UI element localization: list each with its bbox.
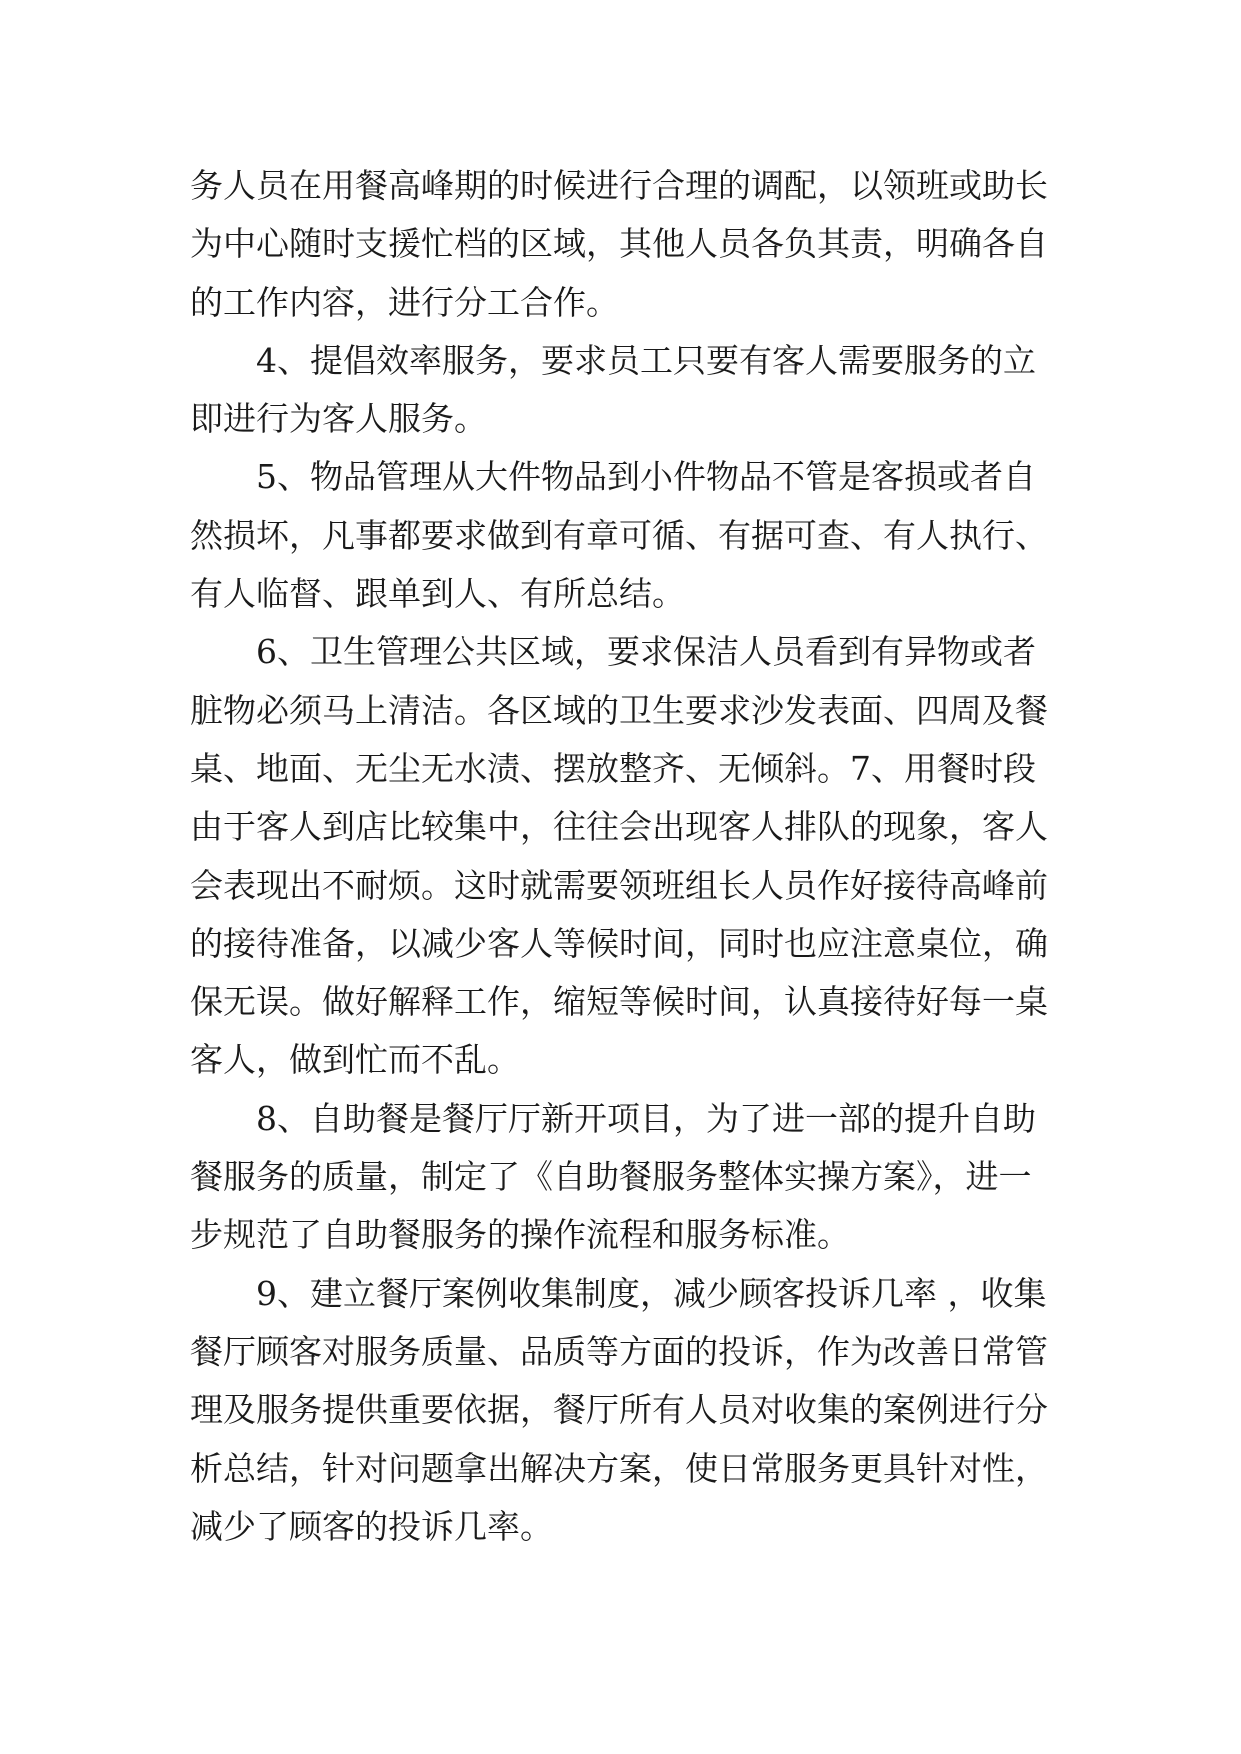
text-line: 餐厅顾客对服务质量、品质等方面的投诉，作为改善日常管 <box>190 1331 1048 1371</box>
paragraph-5-start: 5、物品管理从大件物品到小件物品不管是客损或者自 <box>256 457 1036 497</box>
text-line: 的工作内容，进行分工合作。 <box>190 282 619 322</box>
text-line: 餐服务的质量，制定了《自助餐服务整体实操方案》，进一 <box>190 1157 1032 1197</box>
text-line: 析总结，针对问题拿出解决方案，使日常服务更具针对性， <box>190 1448 1048 1488</box>
paragraph-8-start: 8、自助餐是餐厅厅新开项目，为了进一部的提升自助 <box>256 1098 1036 1138</box>
text-line: 然损坏，凡事都要求做到有章可循、有据可查、有人执行、 <box>190 515 1048 555</box>
text-line: 客人，做到忙而不乱。 <box>190 1040 520 1080</box>
text-line: 保无误。做好解释工作，缩短等候时间，认真接待好每一桌 <box>190 982 1048 1022</box>
text-line: 脏物必须马上清洁。各区域的卫生要求沙发表面、四周及餐 <box>190 690 1048 730</box>
paragraph-4-start: 4、提倡效率服务，要求员工只要有客人需要服务的立 <box>256 340 1036 380</box>
paragraph-6-start: 6、卫生管理公共区域，要求保洁人员看到有异物或者 <box>256 632 1036 672</box>
text-line: 的接待准备，以减少客人等候时间，同时也应注意桌位，确 <box>190 923 1048 963</box>
text-line: 由于客人到店比较集中，往往会出现客人排队的现象，客人 <box>190 807 1048 847</box>
text-line: 即进行为客人服务。 <box>190 399 487 439</box>
text-line: 步规范了自助餐服务的操作流程和服务标准。 <box>190 1215 850 1255</box>
paragraph-9-start: 9、建立餐厅案例收集制度，减少顾客投诉几率 ，收集 <box>256 1273 1047 1313</box>
text-line: 为中心随时支援忙档的区域，其他人员各负其责，明确各自 <box>190 224 1048 264</box>
text-line: 减少了顾客的投诉几率。 <box>190 1506 553 1546</box>
text-line: 会表现出不耐烦。这时就需要领班组长人员作好接待高峰前 <box>190 865 1048 905</box>
text-line: 理及服务提供重要依据，餐厅所有人员对收集的案例进行分 <box>190 1390 1048 1430</box>
text-line: 有人临督、跟单到人、有所总结。 <box>190 574 685 614</box>
body-text <box>190 157 1070 1556</box>
text-line: 桌、地面、无尘无水渍、摆放整齐、无倾斜。7、用餐时段 <box>190 748 1036 788</box>
text-line: 务人员在用餐高峰期的时候进行合理的调配，以领班或助长 <box>190 166 1048 205</box>
